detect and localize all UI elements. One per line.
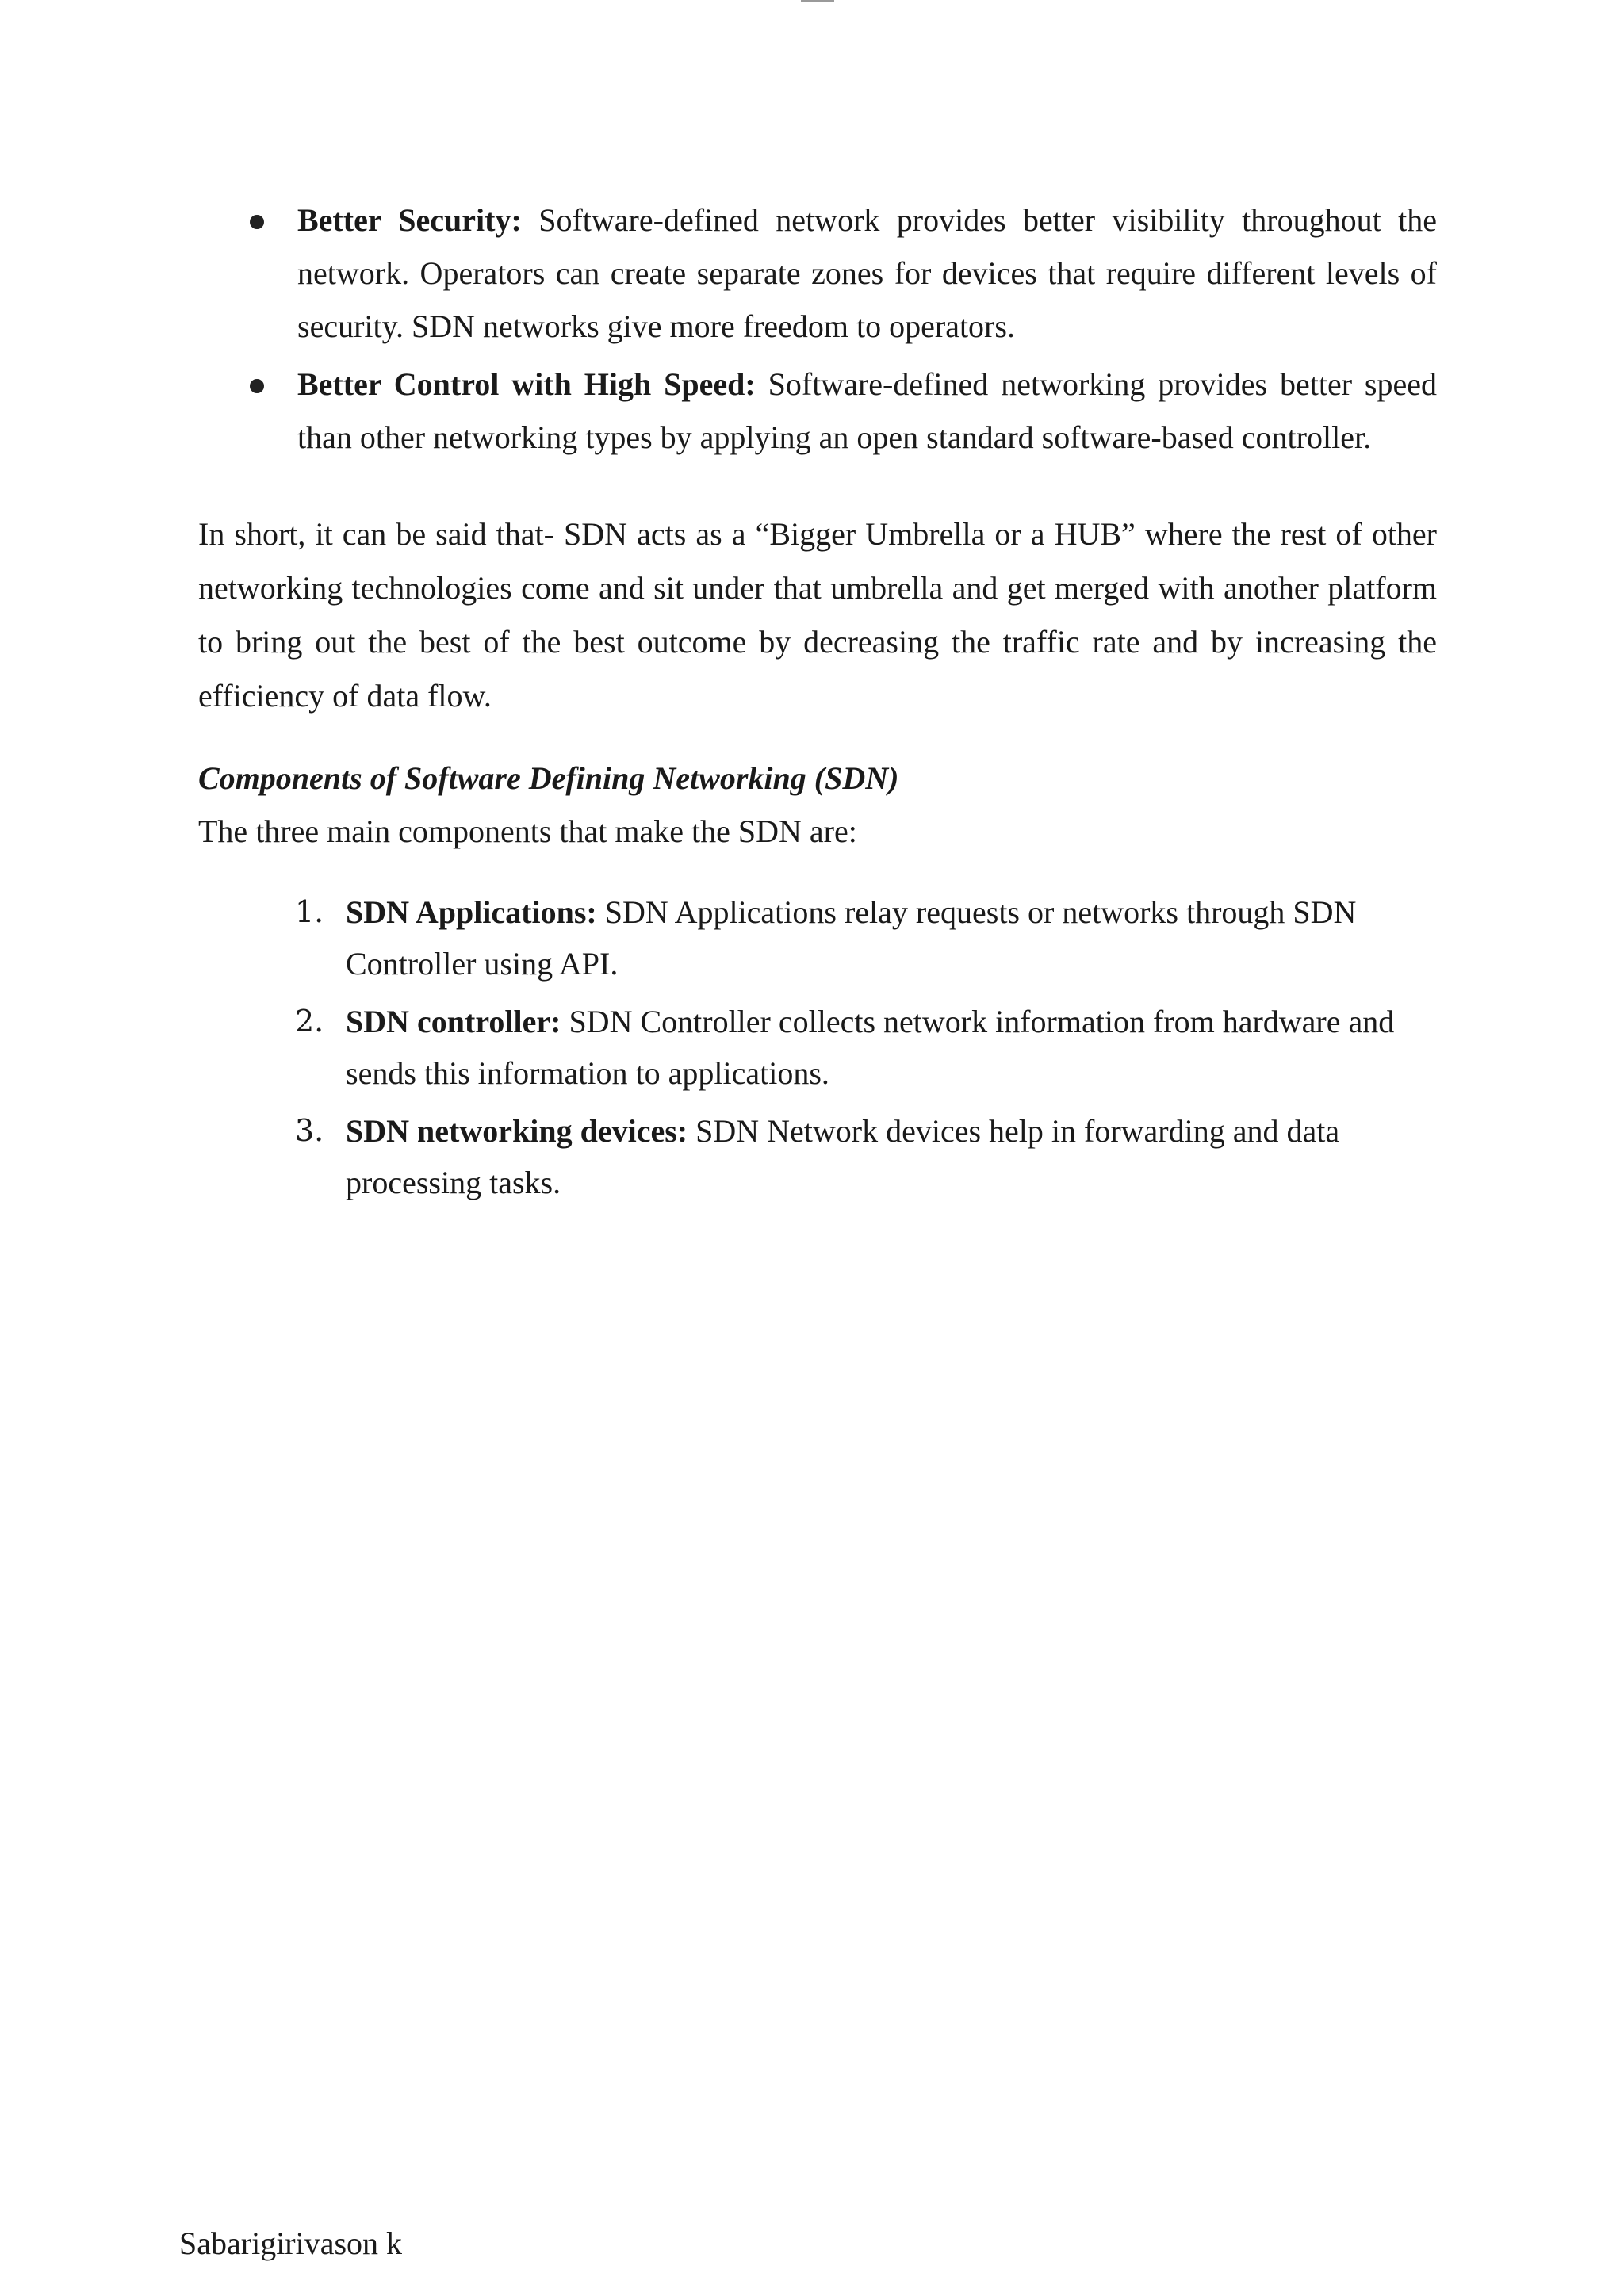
list-item-better-control — [198, 358, 1437, 464]
component-term: SDN controller: — [346, 1004, 561, 1039]
section-heading: Components of Software Defining Networking (SDN) — [198, 760, 899, 796]
list-number: 2. — [295, 1004, 324, 1039]
component-text: SDN Controller collects network information from hardware and sends this information to applications. — [346, 1004, 1395, 1091]
bullet-text: Software-defined networking provides better speed than other networking types by applying an open standard software-based controller. — [297, 366, 1438, 455]
list-item-sdn-networking-devices — [198, 1105, 1437, 1208]
components-list — [198, 886, 1437, 1215]
bullet-icon — [250, 379, 264, 393]
bullet-term: Better Security: — [297, 202, 522, 238]
list-item-sdn-controller — [198, 996, 1437, 1099]
page-top-mark — [801, 0, 834, 2]
intro-line: The three main components that make the SDN are: — [198, 813, 857, 849]
bullet-term: Better Control with High Speed: — [297, 366, 756, 402]
component-text: SDN Applications relay requests or networks through SDN Controller using API. — [346, 894, 1357, 982]
component-text: SDN Network devices help in forwarding and data processing tasks. — [346, 1113, 1340, 1200]
list-item-sdn-applications — [198, 886, 1437, 989]
component-term: SDN Applications: — [346, 894, 597, 930]
summary-paragraph: In short, it can be said that- SDN acts as a “Bigger Umbrella or a HUB” where the rest of other networking technologies come and sit under that umbrella and get merged with another platform to bring out the best of the best outcome by decreasing the traffic rate and by increasing the efficiency of data flow. — [198, 516, 1437, 714]
bullet-text: Software-defined network provides better visibility throughout the network. Operators can create separate zones for devices that require different levels of security. SDN networks give more freedom to operators. — [297, 202, 1437, 344]
footer-author: Sabarigirivason k — [179, 2225, 403, 2261]
list-item-better-security — [198, 193, 1437, 353]
bullet-icon — [250, 215, 264, 229]
list-number: 1. — [295, 894, 324, 929]
list-number: 3. — [295, 1113, 324, 1148]
component-term: SDN networking devices: — [346, 1113, 688, 1149]
benefits-list — [198, 193, 1437, 469]
